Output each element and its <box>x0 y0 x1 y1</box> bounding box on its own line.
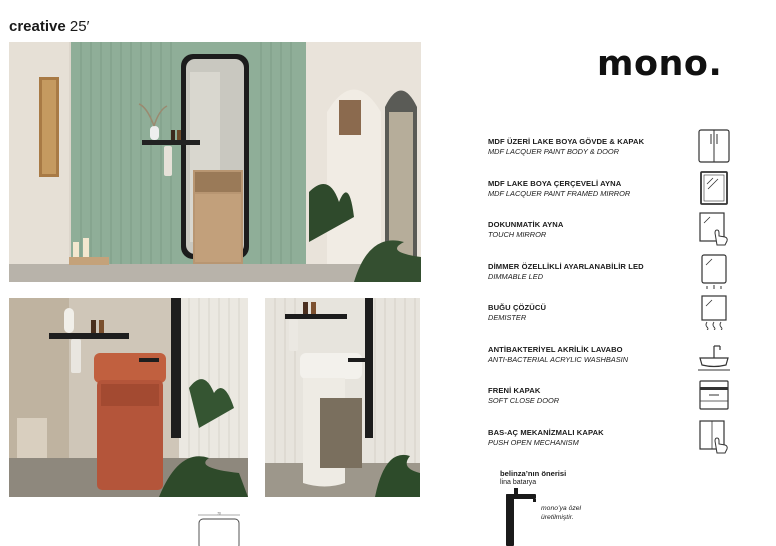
feature-item <box>488 168 738 210</box>
feature-title: MDF LAKE BOYA ÇERÇEVELİ AYNA <box>488 178 622 188</box>
feature-title: ANTİBAKTERİYEL AKRİLİK LAVABO <box>488 344 623 354</box>
feature-item <box>488 292 738 334</box>
feature-subtitle: TOUCH MIRROR <box>488 230 547 239</box>
washbasin-icon <box>697 336 731 372</box>
feature-item <box>488 375 738 417</box>
feature-subtitle: SOFT CLOSE DOOR <box>488 396 560 405</box>
collection-name: creative <box>9 18 66 35</box>
feature-item <box>488 126 738 168</box>
main-product-photo <box>9 42 421 282</box>
soft-close-icon <box>697 377 731 413</box>
recommendation-title: belinza’nın önerisi <box>500 469 567 478</box>
feature-title: BUĞU ÇÖZÜCÜ <box>488 303 547 312</box>
recommendation-note: mono’ya özel üretilmiştir. <box>541 505 582 521</box>
feature-item <box>488 417 738 459</box>
terracotta-variant-photo <box>9 298 248 497</box>
feature-title: BAS-AÇ MEKANİZMALI KAPAK <box>488 427 604 437</box>
white-variant-photo <box>265 298 420 497</box>
recommendation-subtitle: lina batarya <box>500 479 537 486</box>
feature-title: MDF ÜZERİ LAKE BOYA GÖVDE & KAPAK <box>488 137 645 146</box>
collection-title <box>9 18 89 35</box>
feature-subtitle: DIMMABLE LED <box>488 271 544 281</box>
feature-item <box>488 209 738 251</box>
dimension-width-label: 70 <box>217 512 221 516</box>
feature-item <box>488 334 738 376</box>
framed-mirror-icon <box>697 170 731 206</box>
dimmable-led-icon <box>697 253 731 289</box>
faucet-image <box>500 488 540 546</box>
demister-icon <box>697 294 731 330</box>
feature-title: FRENİ KAPAK <box>488 386 541 395</box>
collection-year: 25′ <box>69 18 90 35</box>
feature-subtitle: MDF LACQUER PAINT FRAMED MIRROR <box>488 188 631 198</box>
feature-list <box>488 126 738 458</box>
feature-title: DOKUNMATİK AYNA <box>488 220 564 229</box>
push-open-icon <box>697 419 731 455</box>
feature-subtitle: DEMISTER <box>488 313 527 322</box>
feature-item <box>488 251 738 293</box>
feature-subtitle: PUSH OPEN MECHANISM <box>488 437 579 447</box>
cabinet-icon <box>697 128 731 164</box>
product-logo: mono. <box>597 44 723 84</box>
touch-mirror-icon <box>697 211 731 247</box>
faucet-recommendation <box>500 469 600 546</box>
feature-subtitle: ANTI-BACTERIAL ACRYLIC WASHBASIN <box>488 354 629 364</box>
feature-title: DİMMER ÖZELLİKLİ AYARLANABİLİR LED <box>488 261 644 271</box>
dimension-drawing <box>196 512 244 546</box>
feature-subtitle: MDF LACQUER PAINT BODY & DOOR <box>488 147 619 156</box>
